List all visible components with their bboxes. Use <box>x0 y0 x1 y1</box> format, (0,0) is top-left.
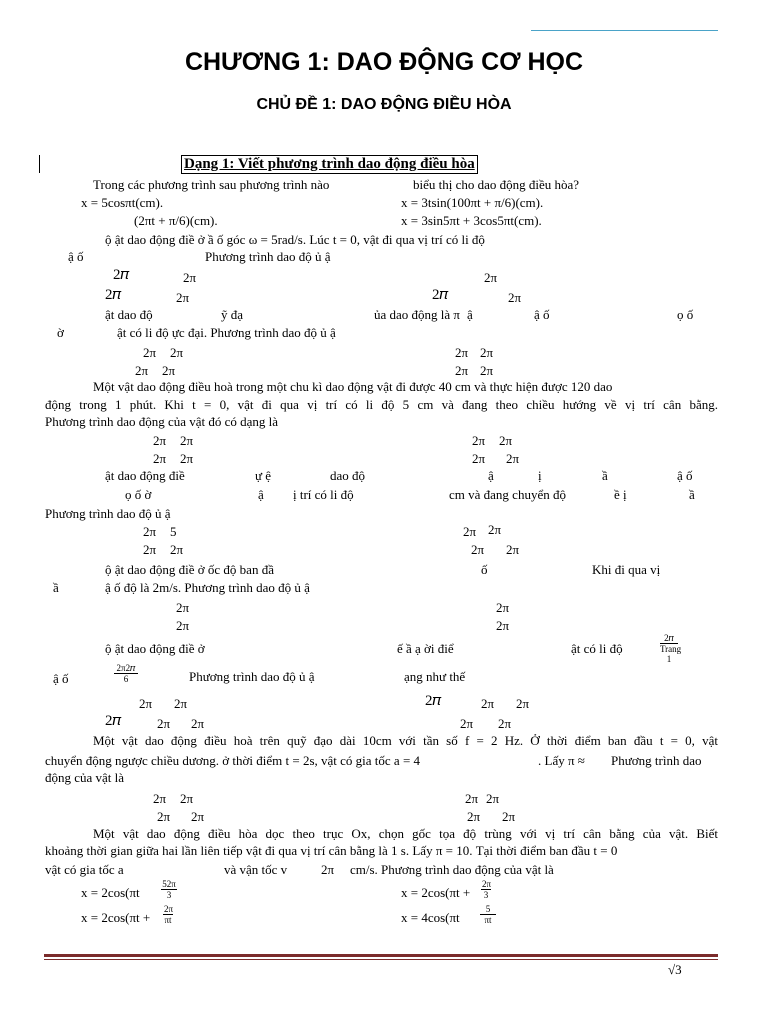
pi-symbol: 2π <box>467 809 481 824</box>
q3-stem: ật dao độ <box>105 307 153 322</box>
q3-fragment: ủa dao động là π <box>374 307 460 322</box>
pi-symbol: 2π <box>481 696 495 711</box>
q4-line2: động trong 1 phút. Khi t = 0, vật đi qua vị trí có li độ 5 cm và đang theo chiều hướng về vị trí cân bằng. <box>45 397 718 412</box>
q9-option-d: x = 4cos(πt <box>401 910 460 925</box>
pi-symbol: 2π <box>472 451 486 466</box>
q2-question: Phương trình dao độ ủ ậ <box>205 249 331 264</box>
pi-symbol: 2π <box>486 791 500 806</box>
pi-symbol: 2π <box>139 696 153 711</box>
pi-symbol: 2π <box>502 809 516 824</box>
unused-text: π <box>0 7 1 8</box>
q6-fragment: Khi đi qua vị <box>592 562 661 577</box>
q6-stem: ộ ật dao động điề ở ốc độ ban đầ <box>105 562 274 577</box>
pi-symbol: 2π <box>480 363 494 378</box>
q9-fragment: và vận tốc v <box>224 862 288 877</box>
pi-symbol: 2π <box>143 542 157 557</box>
q3-fragment: ọ ố <box>677 307 694 322</box>
q9-option-c: x = 2cos(πt + <box>81 910 151 925</box>
pi-symbol: 2π <box>153 433 167 448</box>
q4-line1: Một vật dao động điều hoà trong một chu kì dao động vật đi được 40 cm và thực hiện được 120 dao <box>93 379 613 394</box>
pi-symbol: 2π <box>496 618 510 633</box>
pi-symbol: 2π <box>174 696 188 711</box>
pi-symbol: 2π <box>508 290 522 305</box>
q9-option-b: x = 2cos(πt + <box>401 885 471 900</box>
fraction-pi-sqrt2-over-5 <box>114 663 138 684</box>
pi-symbol: 2π <box>153 451 167 466</box>
pi-symbol: 2π <box>488 522 502 537</box>
q2-fragment: ậ ố <box>68 249 84 264</box>
pi-symbol: 2π <box>465 791 479 806</box>
q5-fragment: ị trí có li độ <box>293 487 354 502</box>
q5-fragment: ị <box>538 468 542 483</box>
q5-fragment: ậ <box>258 487 264 502</box>
pi-symbol: 2π <box>135 363 149 378</box>
fraction-numerator: 2π <box>482 879 492 889</box>
fraction-numerator <box>114 663 138 674</box>
q9-option-a: x = 2cos(πt <box>81 885 140 900</box>
pi-symbol: 2π <box>170 542 184 557</box>
q4-line3: Phương trình dao động của vật đó có dạng là <box>45 414 279 429</box>
q9-line1: Một vật dao động điều hòa dọc theo trục Ox, chọn gốc tọa độ trùng với vị trí cân bằng của vật. Biết <box>93 826 718 841</box>
unused-text: 2 <box>2 7 3 8</box>
q1-stem-end: biểu thị cho dao động điều hòa? <box>413 177 580 192</box>
fraction-pi-over-6 <box>481 879 491 900</box>
q5-fragment: ự ệ <box>255 468 272 483</box>
pi-symbol: 2π <box>191 716 205 731</box>
fraction-sqrt2-over-2 <box>660 633 682 664</box>
pi-symbol: 2π <box>153 791 167 806</box>
q6-fragment: ố <box>481 562 488 577</box>
pi-symbol: 2π <box>170 345 184 360</box>
q6-question: ậ ố độ là 2m/s. Phương trình dao độ ủ ậ <box>105 580 310 595</box>
pi-symbol: 2π <box>180 451 194 466</box>
q7-stem: ộ ật dao động điề ở <box>105 641 205 656</box>
q8-fragment: Phương trình dao <box>611 753 702 768</box>
q8-fragment: . Lấy π ≈ <box>538 753 585 768</box>
sqrt-symbol: 2𝜋 <box>425 693 442 709</box>
fraction-denominator: πt <box>484 915 492 925</box>
pi-symbol: 2π <box>176 600 190 615</box>
q5-stem: ật dao động điề <box>105 468 185 483</box>
q9-line2: khoảng thời gian giữa hai lần liên tiếp vật đi qua vị trí cân bằng là 1 s. Lấy π = 10. Tại thời điểm ban đầu t = 0 <box>45 843 618 858</box>
pi-symbol: 2π <box>455 363 469 378</box>
pi-symbol: 2π <box>472 433 486 448</box>
footer-rule-thick <box>44 954 718 957</box>
section-title: Dạng 1: Viết phương trình dao động điều hòa <box>181 155 478 174</box>
pi-symbol: 2π <box>176 290 190 305</box>
q7-fragment: ậ ố <box>53 671 69 686</box>
footer-rule-thin <box>44 959 718 960</box>
q5-fragment: cm và đang chuyển độ <box>449 487 566 502</box>
pi-symbol: 2π <box>455 345 469 360</box>
pi-symbol: 2π <box>162 363 176 378</box>
q5-fragment: dao độ <box>330 468 366 483</box>
q8-line3: động của vật là <box>45 770 125 785</box>
q9-fragment: cm/s. Phương trình dao động của vật là <box>350 862 554 877</box>
sqrt-symbol: 2𝜋 <box>113 267 130 283</box>
pi-symbol: 2π <box>498 716 512 731</box>
q8-line2: chuyển động ngược chiều dương. ở thời điểm t = 2s, vật có gia tốc a = 4 <box>45 753 421 768</box>
fraction-numerator: 2π <box>164 904 174 914</box>
pi-symbol: 2π <box>180 791 194 806</box>
text-cursor <box>39 155 40 173</box>
q5-fragment: ầ <box>689 487 695 502</box>
q7-fragment: ế ầ ạ ời điể <box>397 641 454 656</box>
chapter-title: CHƯƠNG 1: DAO ĐỘNG CƠ HỌC <box>184 48 584 76</box>
fraction-2pi-over-3 <box>480 904 496 925</box>
q5-question: Phương trình dao độ ủ ậ <box>45 506 171 521</box>
pi-symbol: 2π <box>506 451 520 466</box>
q9-line3: vật có gia tốc a <box>45 862 124 877</box>
pi-symbol: 2π <box>157 716 171 731</box>
pi-symbol: 2π <box>321 862 335 877</box>
pi-symbol: 2π <box>116 663 126 673</box>
pi-symbol: 2π <box>506 542 520 557</box>
q3-fragment: ậ <box>467 307 473 322</box>
page-number: √3 <box>668 962 682 977</box>
q1-stem: Trong các phương trình sau phương trình nào <box>93 177 330 192</box>
pi-symbol: 2π <box>143 345 157 360</box>
q7-fragment: ạng như thế <box>404 669 466 684</box>
pi-symbol: 2π <box>157 809 171 824</box>
pi-symbol: 2π <box>471 542 485 557</box>
q8-line1: Một vật dao động điều hoà trên quỹ đạo dài 10cm với tần số f = 2 Hz. Ở thời điểm ban đầu t = 0, vật <box>93 733 718 748</box>
pi-symbol: 2π <box>183 270 197 285</box>
pi-symbol: 2π <box>484 270 498 285</box>
fraction-numerator: 2𝜋 <box>660 633 678 644</box>
sqrt-symbol: 2𝜋 <box>125 663 136 673</box>
q1-option-b: x = 3tsin(100πt + π/6)(cm). <box>401 195 544 210</box>
q1-option-a: x = 5cosπt(cm). <box>81 195 164 210</box>
pi-symbol: 2π <box>191 809 205 824</box>
q3-fragment: ậ ố <box>534 307 550 322</box>
q5-fragment: ậ ố <box>677 468 693 483</box>
fraction-numerator: 52π <box>162 879 176 889</box>
fraction-denominator: 3 <box>483 890 489 900</box>
q3-fragment: ờ <box>57 325 64 340</box>
pi-symbol: 2π <box>176 618 190 633</box>
pi-symbol: 2π <box>463 524 477 539</box>
q3-question: ật có li độ ực đại. Phương trình dao độ ủ ậ <box>117 325 336 340</box>
pi-symbol: 2π <box>180 433 194 448</box>
fraction-pi-over-3 <box>163 904 173 925</box>
q7-fragment: ật có li độ <box>571 641 623 656</box>
two-pi: 5 <box>170 524 177 539</box>
pi-symbol: 2π <box>496 600 510 615</box>
sqrt-symbol: 2𝜋 <box>105 713 122 729</box>
q5-fragment: ề ị <box>614 487 627 502</box>
topic-title: CHỦ ĐỀ 1: DAO ĐỘNG ĐIỀU HÒA <box>256 96 512 113</box>
header-rule <box>531 30 718 31</box>
q1-option-c: (2πt + π/6)(cm). <box>134 213 218 228</box>
fraction-numerator: 5 <box>480 904 496 915</box>
sqrt-symbol: 2𝜋 <box>105 287 122 303</box>
q2-stem: ộ ật dao động điề ở ầ ố góc ω = 5rad/s. Lúc t = 0, vật đi qua vị trí có li độ <box>105 232 485 247</box>
fraction-denominator: Trang 1 <box>660 644 682 664</box>
q7-question: Phương trình dao độ ủ ậ <box>189 669 315 684</box>
pi-symbol: 2π <box>143 524 157 539</box>
fraction-denominator: 3 <box>166 890 172 900</box>
sqrt-symbol: 2𝜋 <box>432 287 449 303</box>
pi-symbol: 2π <box>499 433 513 448</box>
q3-fragment: ỹ đạ <box>221 307 244 322</box>
pi-symbol: 2π <box>516 696 530 711</box>
q6-fragment: ầ <box>53 580 59 595</box>
pi-symbol: 2π <box>166 879 176 889</box>
fraction-denominator: 6 <box>123 674 129 684</box>
fraction-denominator: πt <box>164 915 172 925</box>
q5-fragment: ọ ố ờ <box>125 487 152 502</box>
q1-option-d: x = 3sin5πt + 3cos5πt(cm). <box>401 213 542 228</box>
pi-symbol: 2π <box>480 345 494 360</box>
pi-symbol: 2π <box>460 716 474 731</box>
fraction-5pi-over-6 <box>161 879 177 900</box>
q5-fragment: ậ <box>488 468 494 483</box>
q5-fragment: ầ <box>602 468 608 483</box>
